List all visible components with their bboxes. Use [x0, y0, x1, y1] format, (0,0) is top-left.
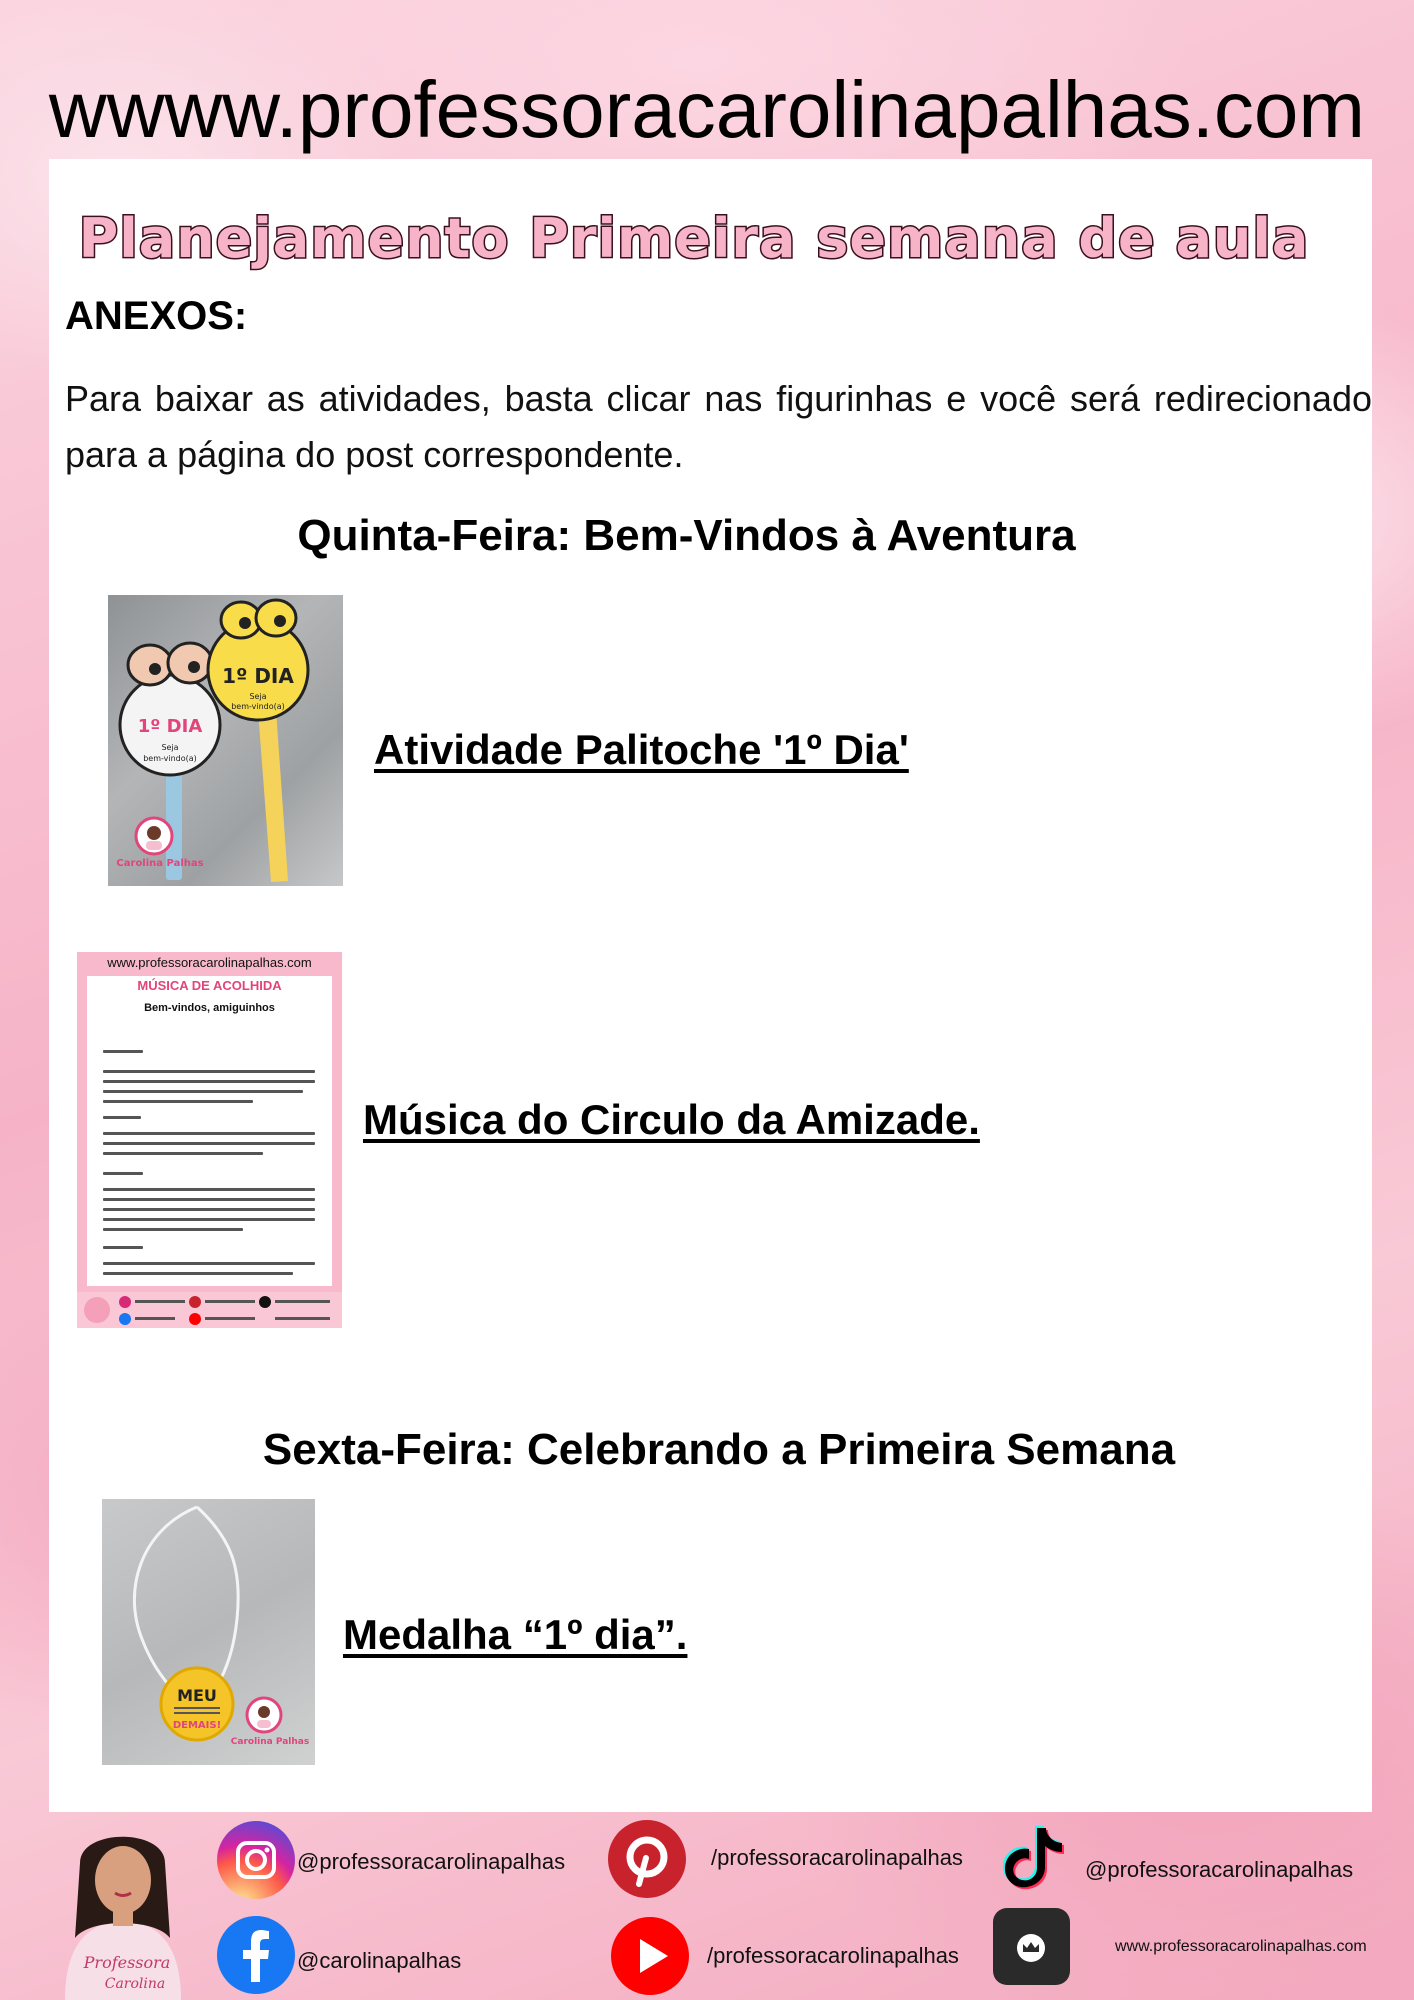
- tiktok-icon[interactable]: [1000, 1822, 1068, 1892]
- medal-thumb-big: MEU: [177, 1686, 217, 1705]
- palitoche-thumb-big-1: 1º DIA: [137, 716, 203, 737]
- palitoche-thumb-small2-1: bem-vindo(a): [143, 754, 197, 763]
- tiktok-handle[interactable]: @professoracarolinapalhas: [1085, 1857, 1354, 1882]
- music-thumb-url: www.professoracarolinapalhas.com: [107, 955, 312, 970]
- pinterest-handle[interactable]: /professoracarolinapalhas: [711, 1845, 963, 1870]
- friday-heading: Sexta-Feira: Celebrando a Primeira Semana: [262, 1425, 1176, 1474]
- document-card: [49, 159, 1372, 1812]
- medal-thumb-brand: Carolina Palhas: [230, 1737, 310, 1747]
- palitoche-thumbnail[interactable]: [108, 595, 343, 886]
- website-icon[interactable]: [993, 1908, 1070, 1985]
- annex-heading: ANEXOS:: [65, 294, 248, 338]
- site-url-header: wwww.professoracarolinapalhas.com: [48, 65, 1366, 154]
- palitoche-thumb-big-2: 1º DIA: [222, 664, 294, 688]
- palitoche-image: [108, 595, 343, 886]
- document-title: Planejamento Primeira semana de aula: [78, 207, 1310, 270]
- palitoche-thumb-small2-2: bem-vindo(a): [231, 702, 285, 711]
- music-thumb-subtitle: Bem-vindos, amiguinhos: [144, 1002, 275, 1014]
- medal-image: [102, 1499, 315, 1765]
- music-activity-link[interactable]: Música do Circulo da Amizade.: [363, 1096, 980, 1143]
- facebook-handle[interactable]: @carolinapalhas: [297, 1948, 462, 1973]
- medal-thumb-line: DEMAIS!: [172, 1720, 222, 1731]
- palitoche-activity-link[interactable]: Atividade Palitoche '1º Dia': [374, 726, 909, 773]
- music-sheet-thumbnail[interactable]: [77, 952, 342, 1328]
- pinterest-icon[interactable]: [608, 1820, 686, 1898]
- teacher-photo: [35, 1818, 210, 2000]
- music-thumb-footer: [77, 1292, 342, 1328]
- footer-website-url[interactable]: www.professoracarolinapalhas.com: [1115, 1938, 1367, 1955]
- palitoche-thumb-small-1: Seja: [161, 743, 179, 752]
- youtube-icon[interactable]: [611, 1917, 689, 1995]
- music-thumb-title: MÚSICA DE ACOLHIDA: [137, 978, 282, 993]
- palitoche-thumb-brand: Carolina Palhas: [116, 858, 204, 869]
- palitoche-thumb-small-2: Seja: [249, 692, 267, 701]
- medal-thumbnail[interactable]: [102, 1499, 315, 1765]
- thursday-heading: Quinta-Feira: Bem-Vindos à Aventura: [297, 511, 1076, 560]
- facebook-icon[interactable]: [217, 1916, 295, 1994]
- shirt-text-1: Professora: [83, 1953, 171, 1972]
- shirt-text-2: Carolina: [104, 1976, 166, 1992]
- medal-activity-link[interactable]: Medalha “1º dia”.: [343, 1611, 688, 1658]
- instagram-icon[interactable]: [217, 1821, 295, 1899]
- youtube-handle[interactable]: /professoracarolinapalhas: [707, 1943, 959, 1968]
- instagram-handle[interactable]: @professoracarolinapalhas: [297, 1849, 566, 1874]
- music-thumb-sheet: [87, 976, 332, 1286]
- intro-paragraph: Para baixar as atividades, basta clicar nas figurinhas e você será redirecionado para a página do post correspondente.: [65, 378, 1372, 475]
